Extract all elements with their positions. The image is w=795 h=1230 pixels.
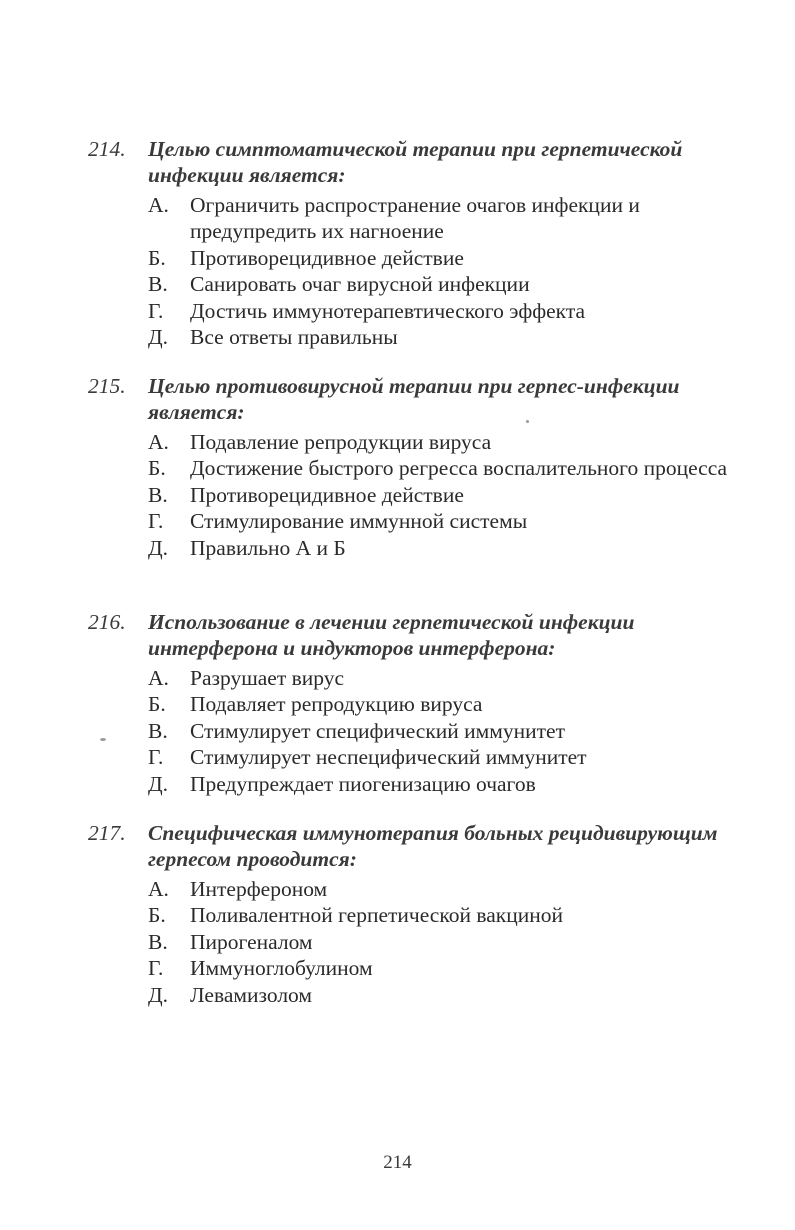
answer-text: Противорецидивное действие xyxy=(190,482,464,507)
answer-text: Интерфероном xyxy=(190,877,328,901)
answer-option xyxy=(148,982,748,1008)
question-prompt: Специфическая иммунотерапия больных рецидивирующим герпесом проводится: xyxy=(148,821,718,871)
question-heading xyxy=(88,820,748,872)
answer-letter: А. xyxy=(148,666,169,690)
answer-option xyxy=(148,771,748,797)
answer-letter: Д. xyxy=(148,535,169,560)
question-heading xyxy=(88,609,748,661)
answer-text: Подавление репродукции вируса xyxy=(190,430,492,454)
answer-option xyxy=(148,665,748,691)
question-215 xyxy=(88,373,748,561)
answer-letter: Г. xyxy=(148,509,164,534)
answer-option xyxy=(148,876,748,902)
answer-option xyxy=(148,429,748,455)
answer-option xyxy=(148,744,748,770)
question-number: 215. xyxy=(88,374,126,398)
answer-letter: В. xyxy=(148,718,168,743)
answer-option xyxy=(148,271,748,297)
question-number: 214. xyxy=(88,137,126,161)
answer-option xyxy=(148,929,748,955)
answer-text: Ограничить распространение очагов инфекции и предупредить их нагноение xyxy=(190,193,640,244)
answer-text: Стимулирование иммунной системы xyxy=(190,509,528,534)
answer-list xyxy=(88,192,748,350)
answer-option xyxy=(148,718,748,744)
answer-text: Подавляет репродукцию вируса xyxy=(190,692,483,717)
answer-option xyxy=(148,482,748,508)
answer-letter: Б. xyxy=(148,903,166,928)
scan-speck xyxy=(526,420,529,423)
answer-letter: А. xyxy=(148,430,169,454)
answer-option xyxy=(148,245,748,271)
answer-text: Левамизолом xyxy=(190,982,313,1007)
answer-text: Предупреждает пиогенизацию очагов xyxy=(190,771,536,796)
answer-option xyxy=(148,955,748,981)
answer-letter: В. xyxy=(148,929,168,954)
answer-text: Пирогеналом xyxy=(190,929,313,954)
question-216 xyxy=(88,609,748,797)
question-217 xyxy=(88,820,748,1008)
answer-option xyxy=(148,691,748,717)
answer-text: Санировать очаг вирусной инфекции xyxy=(190,272,530,297)
answer-text: Разрушает вирус xyxy=(190,666,345,690)
answer-letter: Б. xyxy=(148,456,166,481)
answer-list xyxy=(88,429,748,561)
answer-letter: Б. xyxy=(148,245,166,270)
answer-letter: А. xyxy=(148,877,169,901)
question-heading xyxy=(88,373,748,425)
answer-text: Все ответы правильны xyxy=(190,325,398,350)
question-prompt: Использование в лечении герпетической инфекции интерферона и индукторов интерферона: xyxy=(148,610,635,660)
answer-letter: Д. xyxy=(148,325,169,350)
answer-letter: Б. xyxy=(148,692,166,717)
answer-letter: Д. xyxy=(148,982,169,1007)
scan-speck xyxy=(100,738,106,741)
answer-text: Противорецидивное действие xyxy=(190,245,464,270)
question-prompt: Целью симптоматической терапии при герпетической инфекции является: xyxy=(148,137,683,187)
page-number: 214 xyxy=(383,1152,412,1173)
answer-option xyxy=(148,324,748,350)
answer-letter: Г. xyxy=(148,956,164,981)
answer-letter: Г. xyxy=(148,298,164,323)
answer-option xyxy=(148,508,748,534)
answer-text: Поливалентной герпетической вакциной xyxy=(190,903,563,928)
answer-letter: Г. xyxy=(148,745,164,770)
answer-option xyxy=(148,298,748,324)
question-number: 217. xyxy=(88,821,126,845)
question-prompt: Целью противовирусной терапии при герпес-инфекции является: xyxy=(148,374,680,424)
answer-text: Достичь иммунотерапевтического эффекта xyxy=(190,298,586,323)
answer-text: Иммуноглобулином xyxy=(190,956,373,981)
answer-text: Правильно А и Б xyxy=(190,535,346,560)
answer-text: Стимулирует специфический иммунитет xyxy=(190,718,565,743)
answer-letter: А. xyxy=(148,193,169,217)
answer-option xyxy=(148,535,748,561)
answer-list xyxy=(88,665,748,797)
answer-option xyxy=(148,192,748,245)
question-heading xyxy=(88,136,748,188)
answer-option xyxy=(148,902,748,928)
answer-list xyxy=(88,876,748,1008)
question-214 xyxy=(88,136,748,350)
answer-text: Стимулирует неспецифический иммунитет xyxy=(190,745,587,770)
answer-option xyxy=(148,455,748,481)
answer-letter: Д. xyxy=(148,771,169,796)
answer-letter: В. xyxy=(148,272,168,297)
answer-text: Достижение быстрого регресса воспалительного процесса xyxy=(190,456,728,481)
question-number: 216. xyxy=(88,610,126,634)
answer-letter: В. xyxy=(148,482,168,507)
